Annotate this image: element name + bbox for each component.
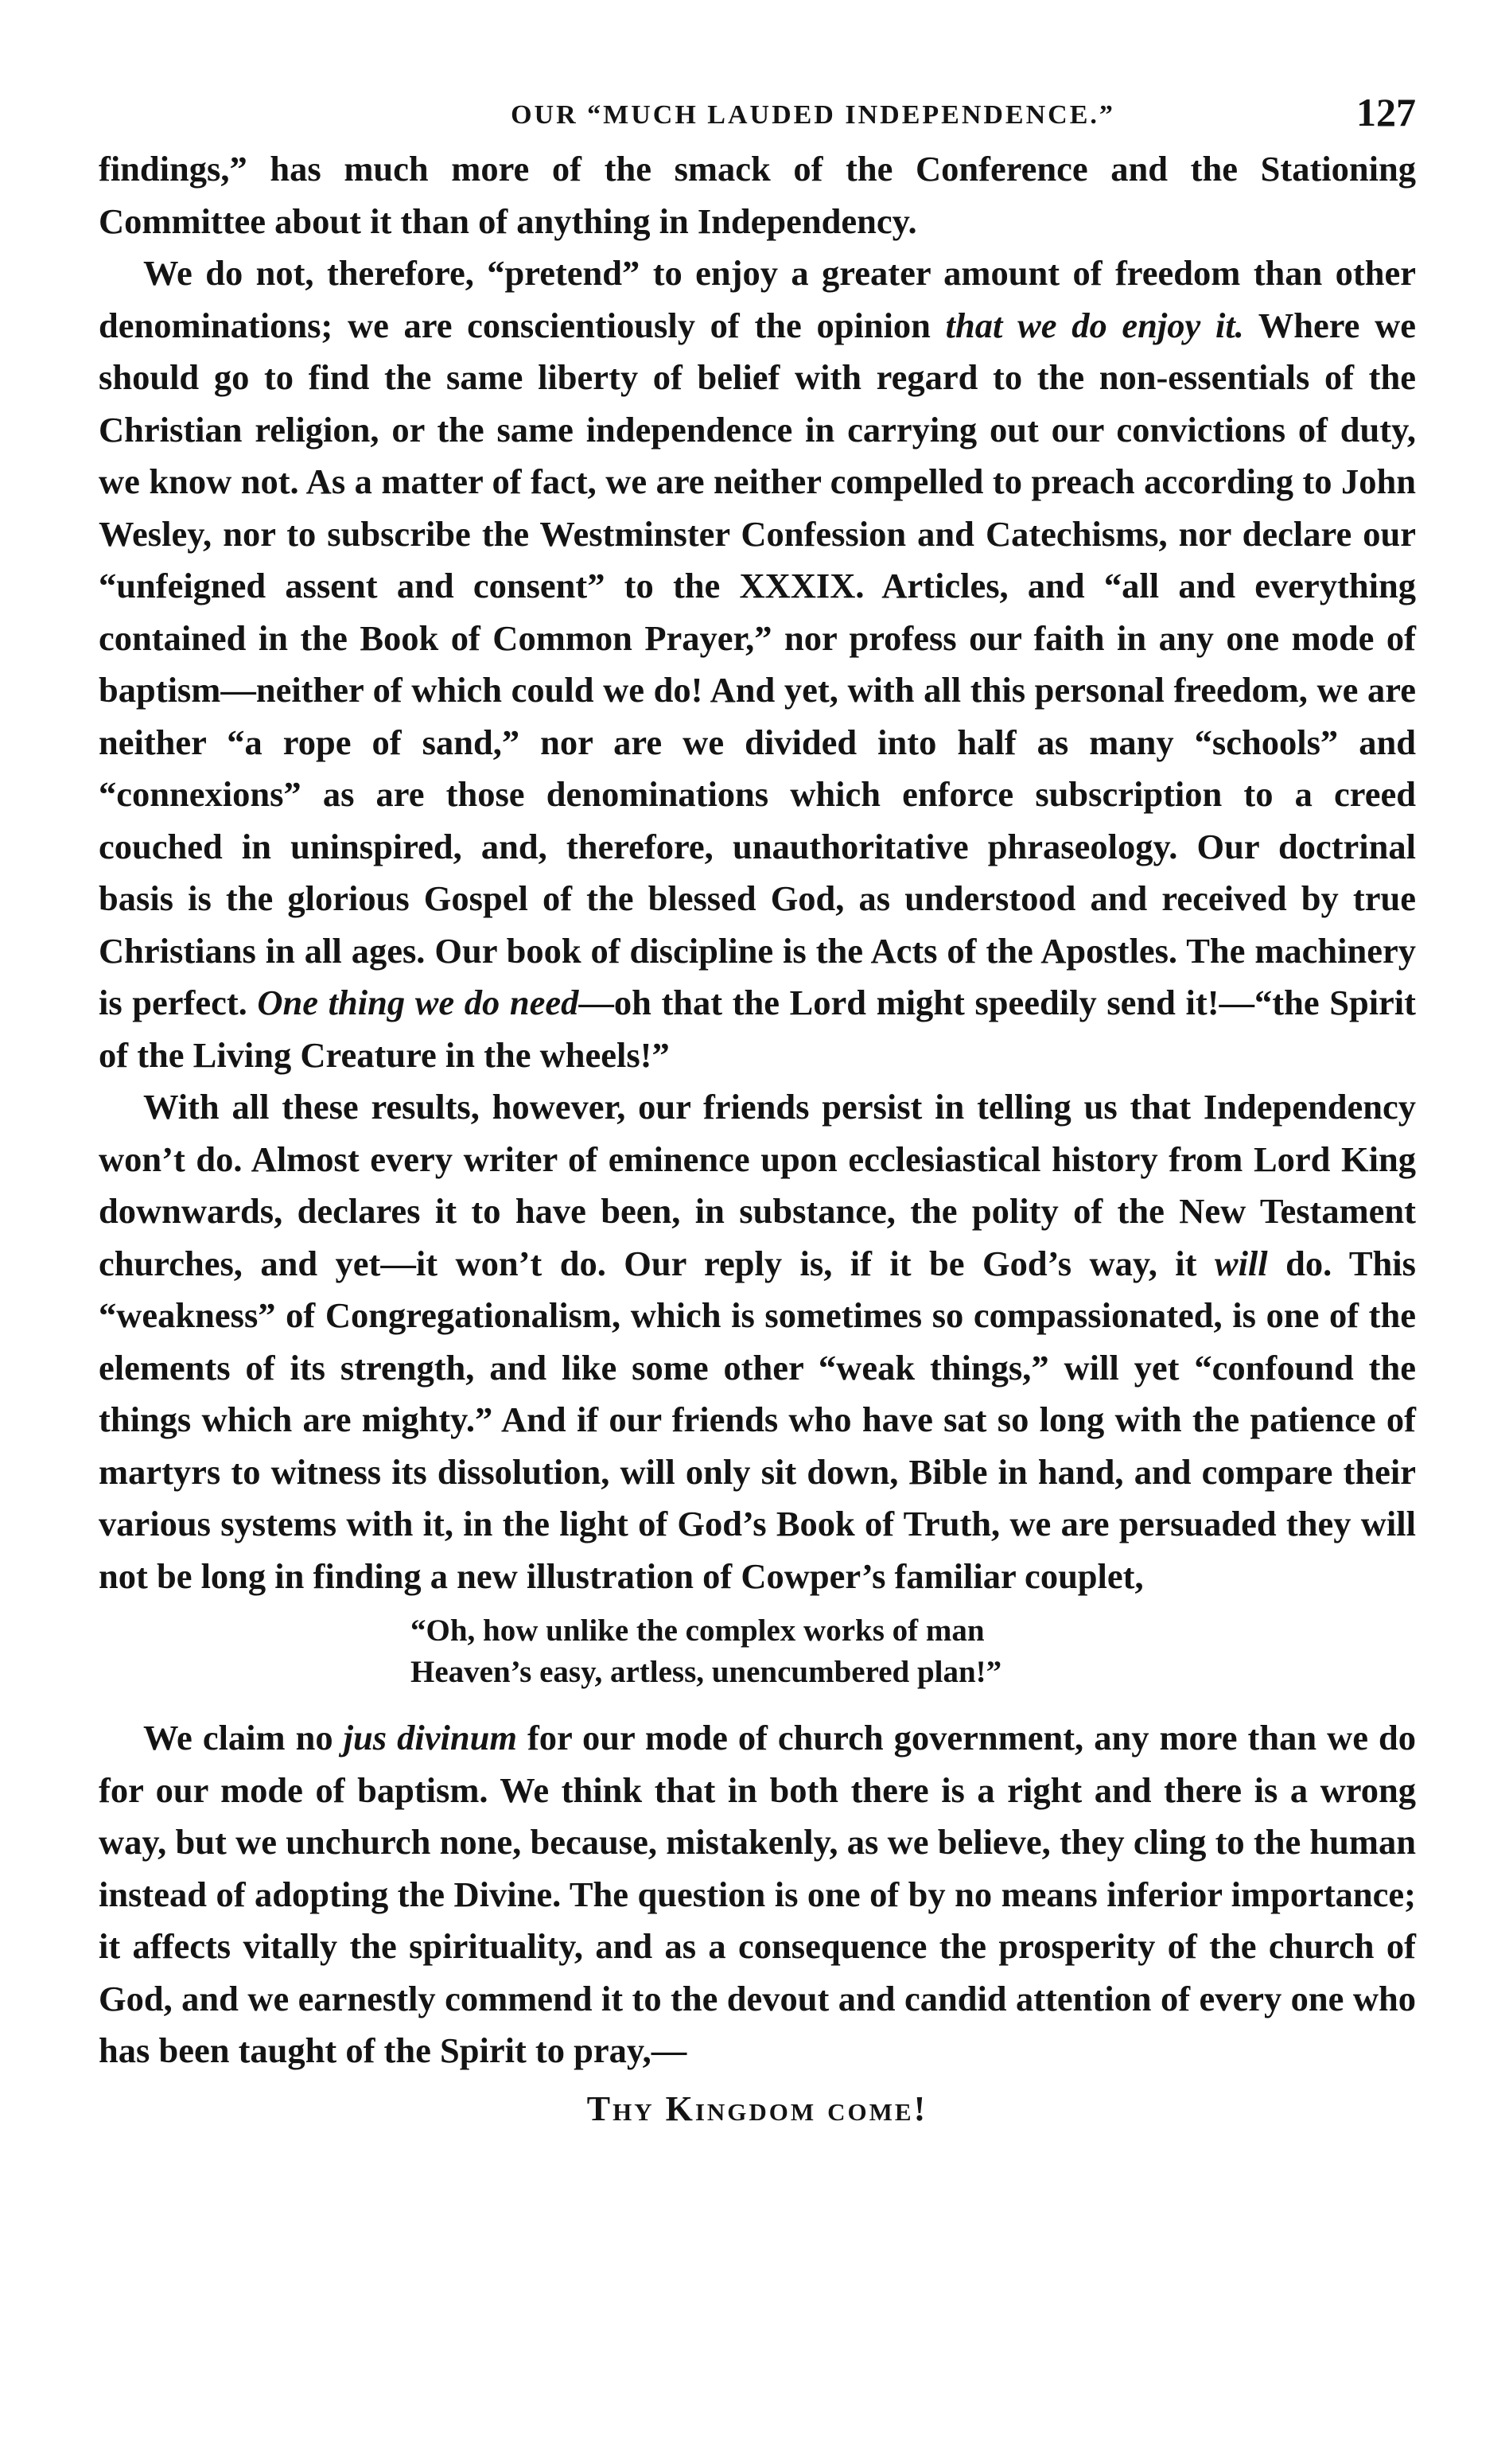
verse-line-2: Heaven’s easy, artless, unencumbered plan!” xyxy=(410,1655,1002,1689)
text-run: —oh that the Lord might speedily send it!—“the Spirit of the Living Creature in the wheels!” xyxy=(99,983,1416,1075)
text-run: We do not, therefore, “pretend” to enjoy a greater amount of freedom than other denominations; we are conscientiously of the opinion xyxy=(99,253,1416,345)
text-run: Where we should go to find the same liberty of belief with regard to the non-essentials of the Christian religion, or the same independence in carrying out our convictions of duty, we know not. As a matter of fact, we are neither compelled to preach according to John Wesley, nor to subscribe the Westminster Confession and Catechisms, nor declare our “unfeigned assent and consent” to the XXXIX. Articles, and “all and everything contained in the Book of Common Prayer,” nor profess our faith in any one mode of baptism—neither of which could we do! And yet, with all this personal freedom, we are neither “a rope of sand,” nor are we divided into half as many “schools” and “connexions” as are those denominations which enforce subscription to a creed couched in uninspired, and, therefore, unauthoritative phraseology. Our doctrinal basis is the glorious Gospel of the blessed God, as understood and received by true Christians in all ages. Our book of discipline is the Acts of the Apostles. The machinery is perfect. xyxy=(99,305,1416,1022)
verse-line-1: “Oh, how unlike the complex works of man xyxy=(410,1613,985,1648)
text-run: With all these results, however, our friends persist in telling us that Independency won’t do. Almost every writer of eminence upon ecclesiastical history from Lord King downwards, declares it to have been, in substance, the polity of the New Testament churches, and yet—it won’t do. Our reply is, if it be God’s way, it xyxy=(99,1087,1416,1283)
italic-text: jus divinum xyxy=(343,1718,517,1757)
paragraph-2 xyxy=(99,247,1416,1081)
text-run: for our mode of church government, any more than we do for our mode of baptism. We think that in both there is a right and there is a wrong way, but we unchurch none, because, mistakenly, as we believe, they cling to the human instead of adopting the Divine. The question is one of by no means inferior importance; it affects vitally the spirituality, and as a consequence the prosperity of the church of God, and we earnestly commend it to the devout and candid attention of every one who has been taught of the Spirit to pray,— xyxy=(99,1718,1416,2070)
italic-text: will xyxy=(1214,1243,1268,1283)
running-head-title: OUR “MUCH LAUDED INDEPENDENCE.” xyxy=(511,100,1115,130)
closing-line: Thy Kingdom come! xyxy=(586,2088,928,2128)
page-number: 127 xyxy=(1356,90,1416,134)
body-text xyxy=(99,143,1416,2129)
running-head xyxy=(99,89,1416,140)
italic-text: One thing we do need xyxy=(257,983,579,1022)
paragraph-1 xyxy=(99,143,1416,247)
book-page xyxy=(99,89,1416,2129)
text-run: findings,” has much more of the smack of the Conference and the Stationing Committee about it than of anything in Independency. xyxy=(99,149,1416,241)
italic-text: that we do enjoy it. xyxy=(945,305,1244,345)
verse-quotation xyxy=(99,1610,1416,1693)
text-run: do. This “weakness” of Congregationalism, which is sometimes so compassionated, is one of the elements of its strength, and like some other “weak things,” will yet “confound the things which are mighty.” And if our friends who have sat so long with the patience of martyrs to witness its dissolution, will only sit down, Bible in hand, and compare their various systems with it, in the light of God’s Book of Truth, we are persuaded they will not be long in finding a new illustration of Cowper’s familiar couplet, xyxy=(99,1243,1416,1596)
paragraph-3 xyxy=(99,1081,1416,1602)
paragraph-4 xyxy=(99,1712,1416,2077)
text-run: We claim no xyxy=(143,1718,344,1757)
